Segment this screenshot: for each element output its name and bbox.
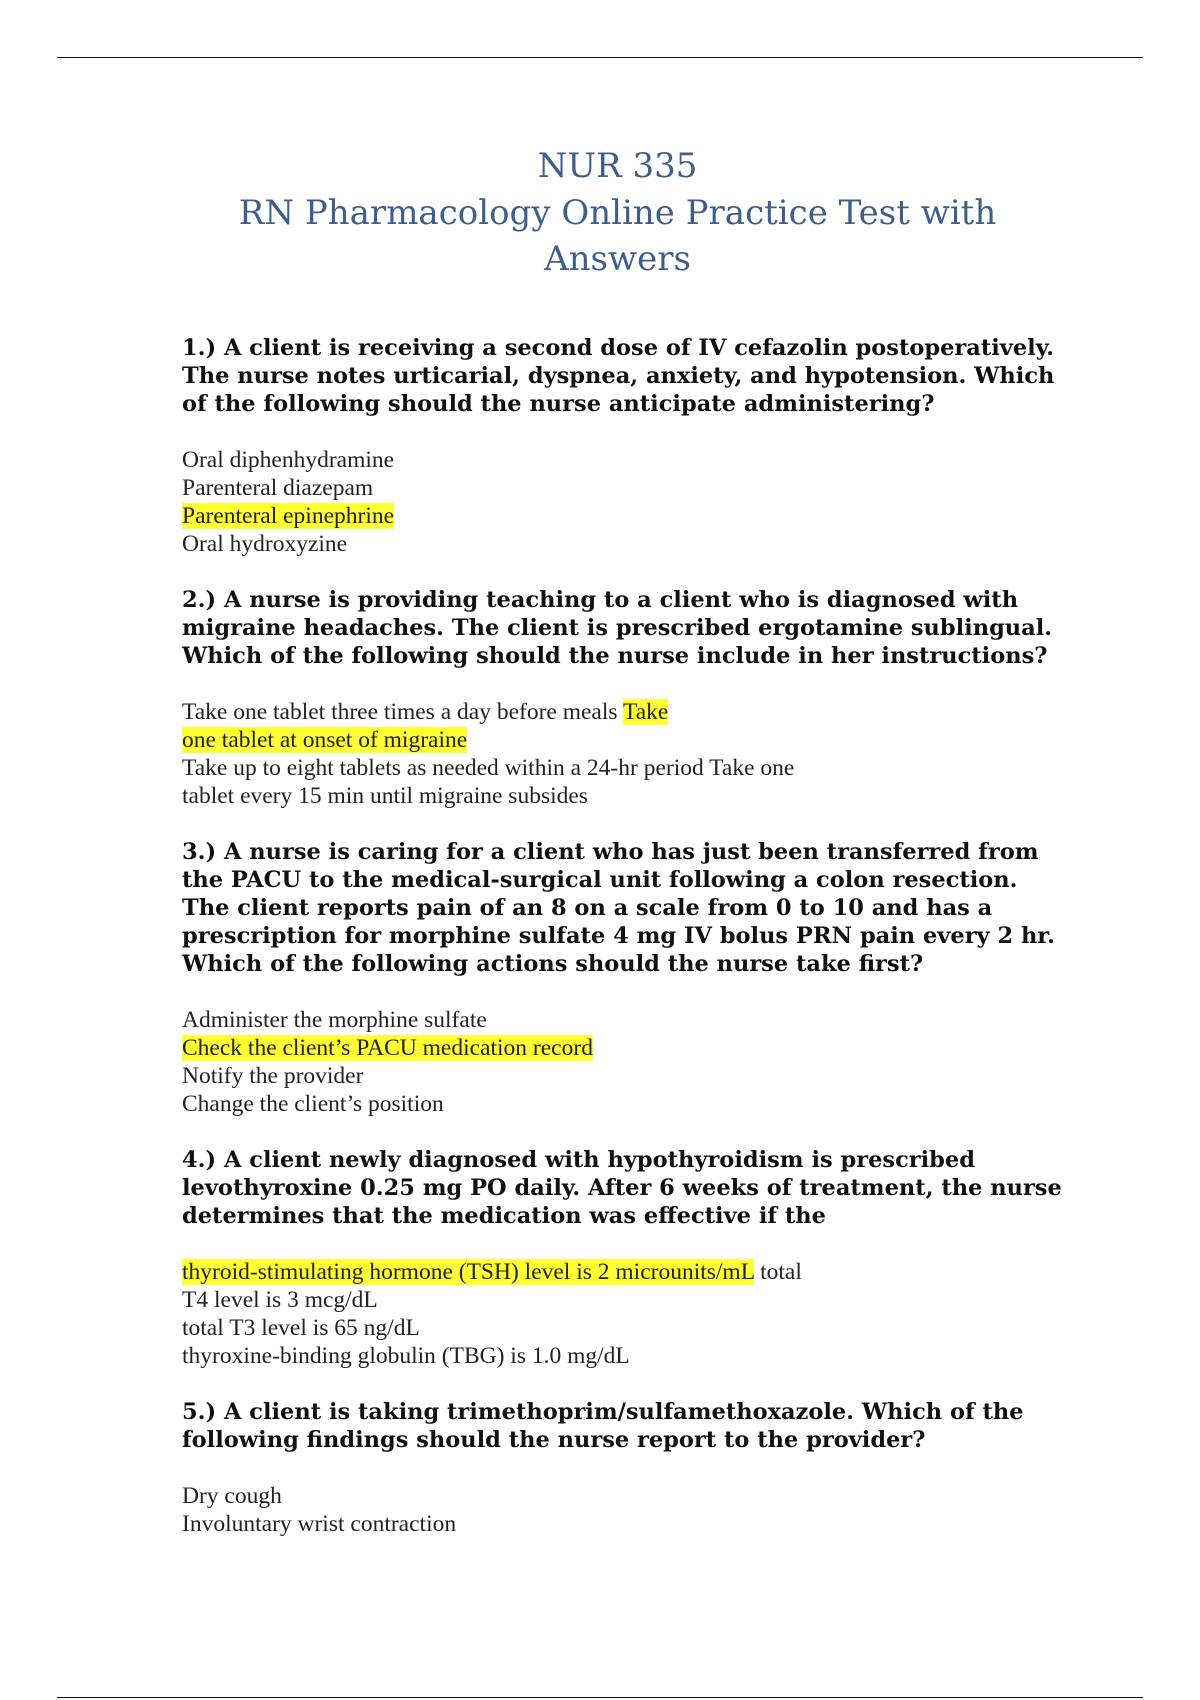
title-line-2: Answers bbox=[544, 239, 691, 279]
answers-1 bbox=[182, 446, 1062, 558]
answers-2 bbox=[182, 698, 1062, 810]
answer-option: Parenteral diazepam bbox=[182, 475, 374, 501]
question-list bbox=[182, 334, 1062, 1566]
answer-option: Oral diphenhydramine bbox=[182, 447, 395, 473]
answer-option-correct bbox=[182, 502, 1062, 530]
answer-option-correct bbox=[182, 1034, 1062, 1062]
answer-line: Take up to eight tablets as needed within a 24-hr period Take one bbox=[182, 755, 795, 781]
answer-option: Change the client’s position bbox=[182, 1091, 444, 1117]
question-5: 5.) A client is taking trimethoprim/sulfamethoxazole. Which of the following findings should the nurse report to the provider? bbox=[182, 1399, 1024, 1453]
answer-option: Notify the provider bbox=[182, 1063, 364, 1089]
answer-option: Involuntary wrist contraction bbox=[182, 1511, 457, 1537]
answer-line: total T3 level is 65 ng/dL bbox=[182, 1315, 420, 1341]
answer-highlight: thyroid-stimulating hormone (TSH) level is 2 microunits/mL bbox=[182, 1259, 755, 1285]
course-code: NUR 335 bbox=[537, 146, 698, 186]
answers-3 bbox=[182, 1006, 1062, 1118]
answers-4 bbox=[182, 1258, 1062, 1370]
answer-highlight: Check the client’s PACU medication record bbox=[182, 1035, 593, 1061]
answer-line: thyroxine-binding globulin (TBG) is 1.0 mg/dL bbox=[182, 1343, 630, 1369]
answer-option: Dry cough bbox=[182, 1483, 282, 1509]
answer-option: Administer the morphine sulfate bbox=[182, 1007, 487, 1033]
question-1: 1.) A client is receiving a second dose of IV cefazolin postoperatively. The nurse notes urticarial, dyspnea, anxiety, and hypotension. Which of the following should the nurse anticipate administering? bbox=[182, 335, 1055, 417]
header-rule bbox=[57, 57, 1143, 58]
answer-highlight: Take bbox=[622, 699, 669, 725]
answer-line bbox=[182, 726, 1062, 754]
answer-option: Oral hydroxyzine bbox=[182, 531, 348, 557]
answer-highlight: one tablet at onset of migraine bbox=[182, 727, 468, 753]
question-3: 3.) A nurse is caring for a client who has just been transferred from the PACU to the medical-surgical unit following a colon resection. The client reports pain of an 8 on a scale from 0 to 10 and has a prescription for morphine sulfate 4 mg IV bolus PRN pain every 2 hr. Which of the following actions should the nurse take first? bbox=[182, 839, 1055, 977]
title-line-1: RN Pharmacology Online Practice Test with bbox=[238, 193, 997, 233]
answer-line: T4 level is 3 mcg/dL bbox=[182, 1287, 378, 1313]
answer-line: tablet every 15 min until migraine subsides bbox=[182, 783, 588, 809]
answer-line: Take one tablet three times a day before meals Take bbox=[182, 699, 669, 725]
answer-highlight: Parenteral epinephrine bbox=[182, 503, 395, 529]
question-2: 2.) A nurse is providing teaching to a client who is diagnosed with migraine headaches. The client is prescribed ergotamine sublingual. Which of the following should the nurse include in her instructions? bbox=[182, 587, 1053, 669]
footer-rule bbox=[57, 1697, 1143, 1698]
answers-5 bbox=[182, 1482, 1062, 1538]
answer-line: thyroid-stimulating hormone (TSH) level is 2 microunits/mL total bbox=[182, 1259, 802, 1285]
question-4: 4.) A client newly diagnosed with hypothyroidism is prescribed levothyroxine 0.25 mg PO daily. After 6 weeks of treatment, the nurse determines that the medication was effective if the bbox=[182, 1147, 1062, 1229]
document-title bbox=[200, 142, 1035, 282]
